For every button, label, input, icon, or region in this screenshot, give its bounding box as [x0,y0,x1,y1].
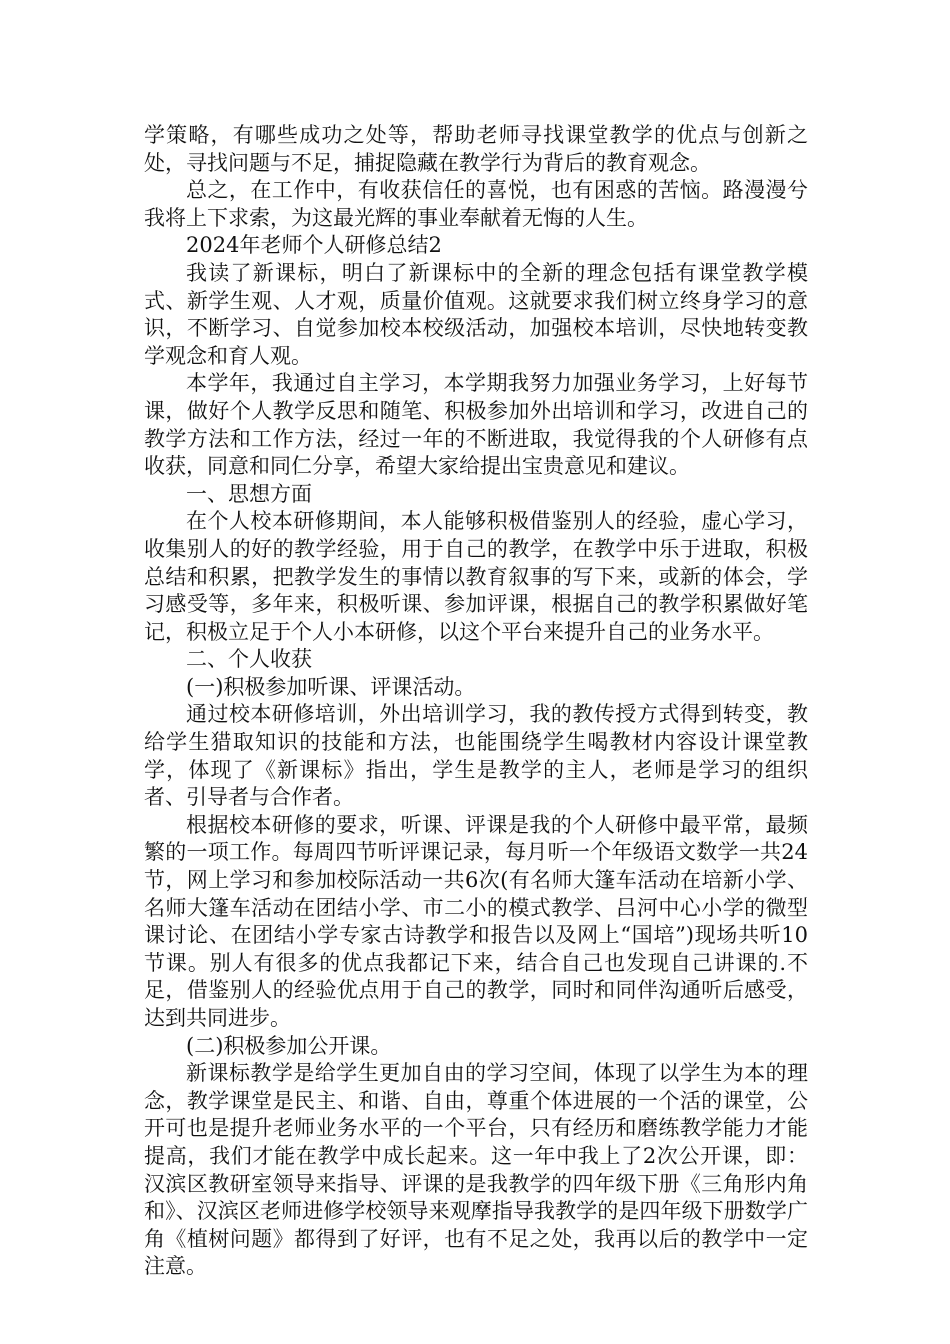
document-body [144,122,808,1281]
section-heading-gains: 二、个人收获 [186,647,312,672]
paragraph: 我读了新课标，明白了新课标中的全新的理念包括有课堂教学模式、新学生观、人才观，质量价值观。这就要求我们树立终身学习的意识，不断学习、自觉参加校本校级活动，加强校本培训，尽快地转变教学观念和育人观。 [144,260,808,368]
section-heading-thought: 一、思想方面 [186,481,312,506]
paragraph: 根据校本研修的要求，听课、评课是我的个人研修中最平常，最频繁的一项工作。每周四节听评课记录，每月听一个年级语文数学一共24节，网上学习和参加校际活动一共6次(有名师大篷车活动在培新小学、名师大篷车活动在团结小学、市二小的模式教学、吕河中心小学的微型课讨论、在团结小学专家古诗教学和报告以及网上“国培”)现场共听10节课。别人有很多的优点我都记下来，结合自己也发现自己讲课的.不足，借鉴别人的经验优点用于自己的教学，同时和同伴沟通听后感受，达到共同进步。 [144,812,808,1030]
paragraph: 本学年，我通过自主学习，本学期我努力加强业务学习，上好每节课，做好个人教学反思和随笔、积极参加外出培训和学习，改进自己的教学方法和工作方法，经过一年的不断进取，我觉得我的个人研修有点收获，同意和同仁分享，希望大家给提出宝贵意见和建议。 [144,371,808,479]
paragraph-continuation: 学策略，有哪些成功之处等，帮助老师寻找课堂教学的优点与创新之处，寻找问题与不足，捕捉隐藏在教学行为背后的教育观念。 [144,123,808,175]
subheading-lesson-observation: (一)积极参加听课、评课活动。 [186,674,476,699]
paragraph: 在个人校本研修期间，本人能够积极借鉴别人的经验，虚心学习，收集别人的好的教学经验，用于自己的教学，在教学中乐于进取，积极总结和积累，把教学发生的事情以教育叙事的写下来，或新的体会，学习感受等，多年来，积极听课、参加评课，根据自己的教学积累做好笔记，积极立足于个人小本研修，以这个平台来提升自己的业务水平。 [144,509,808,644]
section-title: 2024年老师个人研修总结2 [186,233,442,258]
paragraph: 新课标教学是给学生更加自由的学习空间，体现了以学生为本的理念，教学课堂是民主、和谐、自由，尊重个体进展的一个活的课堂，公开可也是提升老师业务水平的一个平台，只有经历和磨练教学能力才能提高，我们才能在教学中成长起来。这一年中我上了2次公开课，即：汉滨区教研室领导来指导、评课的是我教学的四年级下册《三角形内角和》、汉滨区老师进修学校领导来观摩指导我教学的是四年级下册数学广角《植树问题》都得到了好评，也有不足之处，我再以后的教学中一定注意。 [144,1061,808,1279]
paragraph-conclusion: 总之，在工作中，有收获信任的喜悦，也有困惑的苦恼。路漫漫兮我将上下求索，为这最光辉的事业奉献着无悔的人生。 [144,178,808,230]
paragraph: 通过校本研修培训，外出培训学习，我的教传授方式得到转变，教给学生猎取知识的技能和方法，也能围绕学生喝教材内容设计课堂教学，体现了《新课标》指出，学生是教学的主人，老师是学习的组织者、引导者与合作者。 [144,702,808,810]
subheading-open-class: (二)积极参加公开课。 [186,1033,392,1058]
